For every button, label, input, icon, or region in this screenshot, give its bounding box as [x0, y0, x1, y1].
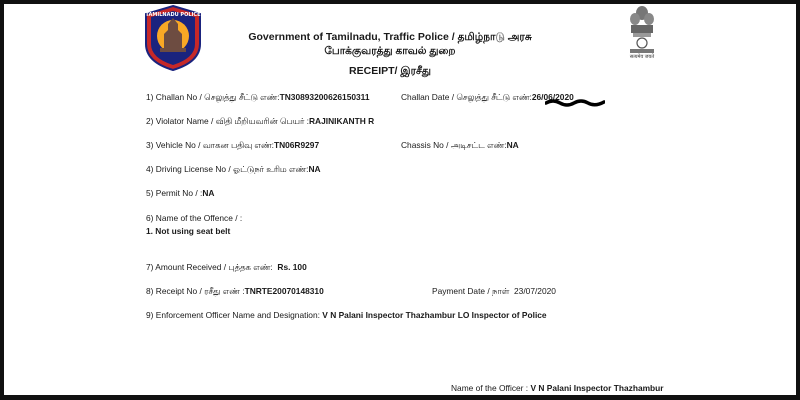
chassis-no-label: Chassis No / அடிசட்ட எண்: — [401, 140, 507, 150]
svg-text:TAMILNADU POLICE: TAMILNADU POLICE — [145, 12, 201, 18]
payment-date-label: Payment Date / நாள் — [432, 286, 510, 296]
offence-label: 6) Name of the Offence / : — [146, 213, 243, 223]
driving-license-value: NA — [308, 164, 321, 174]
driving-license-field — [146, 164, 321, 175]
challan-no-label: 1) Challan No / செலுத்து சீட்டு எண்: — [146, 92, 280, 102]
officer-footer-label: Name of the Officer : — [451, 383, 529, 393]
header-government-line: Government of Tamilnadu, Traffic Police / தமிழ்நாடு அரசு — [248, 31, 532, 43]
receipt-title: RECEIPT/ இரசீது — [349, 65, 431, 77]
vehicle-no-value: TN06R9297 — [273, 140, 320, 150]
receipt-no-field — [146, 286, 324, 297]
challan-no-field — [146, 92, 370, 103]
chassis-no-field — [401, 140, 519, 151]
vehicle-no-label: 3) Vehicle No / வாகன பதிவு எண்: — [146, 140, 274, 150]
permit-no-field — [146, 188, 214, 199]
payment-date-value: 23/07/2020 — [514, 286, 556, 296]
chassis-no-value: NA — [506, 140, 519, 150]
vehicle-no-field — [146, 140, 319, 151]
amount-field — [146, 262, 307, 273]
amount-label: 7) Amount Received / புத்தக எண்: — [146, 262, 273, 272]
emblem-caption: सत्यमेव जयते — [629, 54, 655, 60]
violator-name-value: RAJINIKANTH R — [309, 116, 375, 126]
officer-name-footer — [451, 383, 664, 393]
permit-no-label: 5) Permit No / : — [146, 188, 203, 198]
driving-license-label: 4) Driving License No / ஓட்டுநர் உரிம எண்: — [146, 164, 309, 174]
tamilnadu-police-logo-icon — [142, 4, 204, 72]
permit-no-value: NA — [202, 188, 215, 198]
payment-date-field — [432, 286, 556, 297]
offence-value: 1. Not using seat belt — [146, 226, 231, 236]
receipt-no-value: TNRTE20070148310 — [244, 286, 324, 296]
amount-value: Rs. 100 — [277, 262, 307, 272]
challan-no-value: TN30893200626150311 — [279, 92, 370, 102]
scribble-mark-icon — [545, 98, 605, 107]
document-header — [230, 30, 550, 78]
officer-footer-value: V N Palani Inspector Thazhambur — [530, 383, 664, 393]
receipt-no-label: 8) Receipt No / ரசீது எண் : — [146, 286, 245, 296]
violator-name-field — [146, 116, 374, 127]
enforcement-officer-label: 9) Enforcement Officer Name and Designation: — [146, 310, 320, 320]
header-department-line: போக்குவரத்து காவல் துறை — [324, 45, 456, 57]
enforcement-officer-field — [146, 310, 547, 321]
violator-name-label: 2) Violator Name / விதி மீறியவரின் பெயர் : — [146, 116, 309, 126]
enforcement-officer-value: V N Palani Inspector Thazhambur LO Inspector of Police — [322, 310, 547, 320]
challan-date-label: Challan Date / செலுத்து சீட்டு எண்: — [401, 92, 532, 102]
challan-date-value: 26/06/2020 — [531, 92, 574, 102]
